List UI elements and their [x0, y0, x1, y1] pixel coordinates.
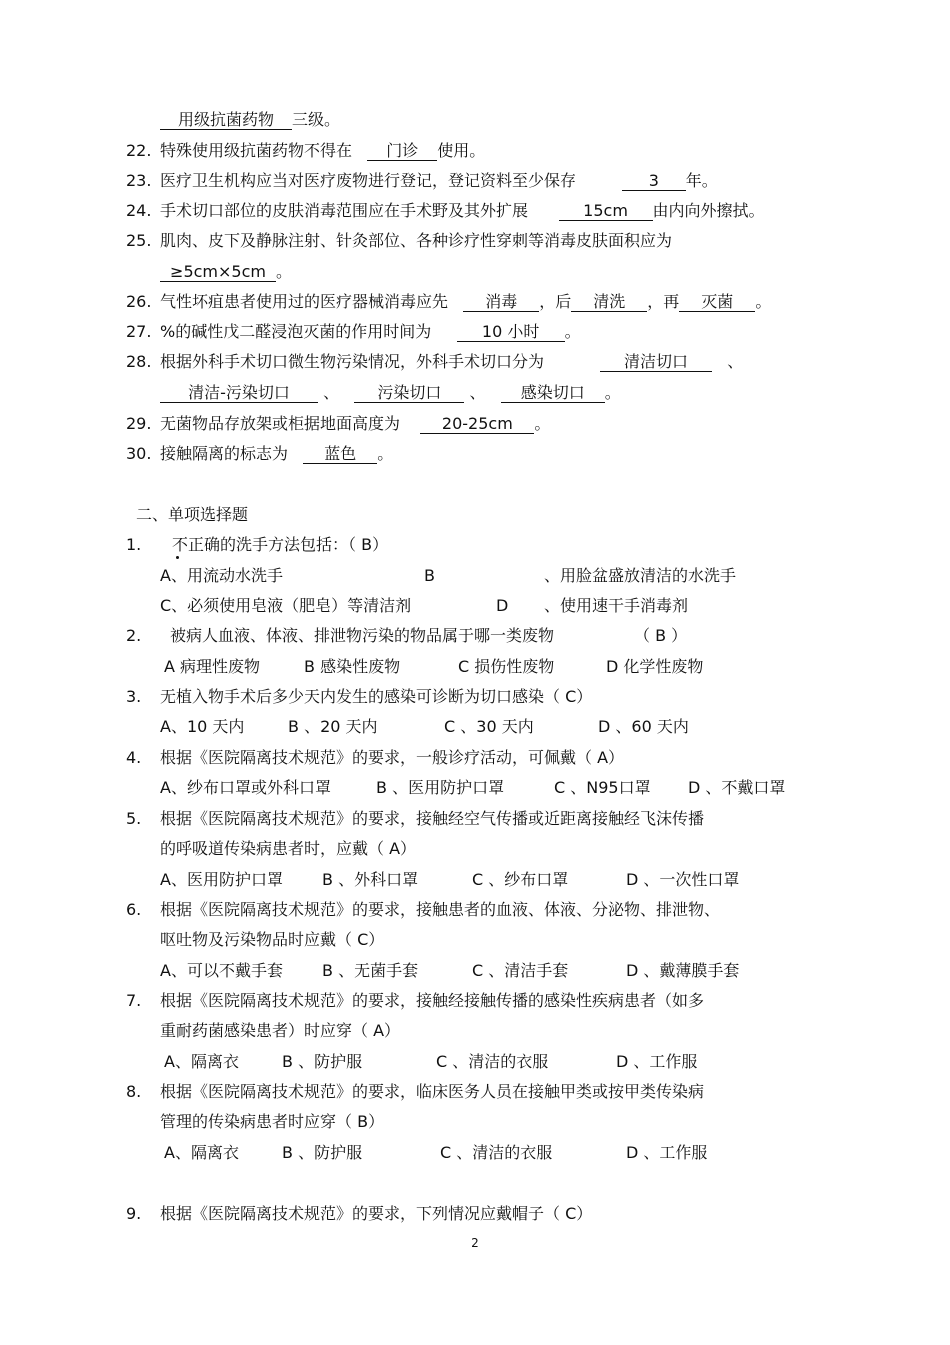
option-b: B 、无菌手套: [322, 961, 419, 980]
question-30: [126, 444, 394, 464]
option-d: D 化学性废物: [606, 657, 704, 676]
answer-blank: 20-25cm: [420, 415, 534, 434]
question-text: 无菌物品存放架或柜据地面高度为 20-25cm 。: [160, 414, 551, 433]
question-text: %的碱性戊二醛浸泡灭菌的作用时间为 10 小时 。: [160, 322, 581, 341]
question-number: 7.: [126, 991, 142, 1010]
mc-question-8: [126, 1082, 705, 1102]
answer-blank: 消毒: [463, 293, 539, 312]
question-number: 3.: [126, 687, 142, 706]
answer-blank: 蓝色: [303, 445, 377, 464]
question-25-continuation: ≥5cm×5cm 。: [160, 262, 292, 282]
option-d: D 、一次性口罩: [626, 870, 740, 889]
option-a: A 病理性废物: [164, 657, 261, 676]
answer-blank: 清洁切口: [600, 353, 712, 372]
option-a: A、医用防护口罩: [160, 870, 283, 889]
question-27: [126, 322, 581, 342]
option-a: A、10 天内: [160, 717, 245, 736]
question-25: [126, 231, 673, 251]
question-stem: 根据《医院隔离技术规范》的要求，接触经空气传播或近距离接触经飞沫传播: [160, 809, 705, 828]
question-text: 根据外科手术切口微生物污染情况，外科手术切口分为 清洁切口 、: [160, 352, 744, 371]
question-22: [126, 141, 486, 161]
option-d: 、使用速干手消毒剂: [544, 596, 689, 615]
option-c: C 、30 天内: [444, 717, 534, 736]
answer-blank: 10 小时: [457, 323, 565, 342]
option-c: C 、N95口罩: [554, 778, 651, 797]
page-number: 2: [471, 1236, 479, 1250]
option-b: B 、医用防护口罩: [376, 778, 505, 797]
option-a: A、用流动水洗手: [160, 566, 283, 585]
option-a: A、可以不戴手套: [160, 961, 283, 980]
question-number: 27.: [126, 322, 152, 341]
question-stem-continuation: 管理的传染病患者时应穿（ B）: [160, 1112, 385, 1131]
question-number: 8.: [126, 1082, 142, 1101]
option-a: A、隔离衣: [164, 1052, 239, 1071]
option-d: D 、工作服: [626, 1143, 708, 1162]
question-29: [126, 414, 551, 434]
question-text: 特殊使用级抗菌药物不得在 门诊 使用。: [160, 141, 486, 160]
line-text: 三级。: [292, 110, 341, 129]
mc-question-9: [126, 1204, 593, 1224]
question-stem: 无植入物手术后多少天内发生的感染可诊断为切口感染（ C）: [160, 687, 593, 706]
answer-blank: 15cm: [559, 202, 653, 221]
question-stem: 根据《医院隔离技术规范》的要求，临床医务人员在接触甲类或按甲类传染病: [160, 1082, 705, 1101]
option-c: C 损伤性废物: [458, 657, 555, 676]
mc-question-7: [126, 991, 705, 1011]
question-text: 气性坏疽患者使用过的医疗器械消毒应先 消毒 ，后 清洗 ，再 灭菌 。: [160, 292, 772, 311]
question-23: [126, 171, 718, 191]
answer-blank: 污染切口: [354, 384, 464, 403]
question-number: 2.: [126, 626, 142, 645]
question-number: 22.: [126, 141, 152, 160]
question-stem: 被病人血液、体液、排泄物污染的物品属于哪一类废物: [170, 626, 555, 645]
question-number: 25.: [126, 231, 152, 250]
option-d-letter: D: [496, 596, 509, 615]
question-text: 肌肉、皮下及静脉注射、针灸部位、各种诊疗性穿刺等消毒皮肤面积应为: [160, 231, 673, 250]
question-stem: 根据《医院隔离技术规范》的要求，接触经接触传播的感染性疾病患者（如多: [160, 991, 705, 1010]
option-b: B 、防护服: [282, 1143, 363, 1162]
answer-blank: 感染切口: [501, 384, 605, 403]
option-b: B 感染性废物: [304, 657, 401, 676]
mc-question-2: [126, 626, 688, 646]
question-stem: 根据《医院隔离技术规范》的要求，下列情况应戴帽子（ C）: [160, 1204, 593, 1223]
question-text: 医疗卫生机构应当对医疗废物进行登记，登记资料至少保存 3 年。: [160, 171, 718, 190]
mc-question-3: [126, 687, 593, 707]
question-number: 29.: [126, 414, 152, 433]
question-stem: 根据《医院隔离技术规范》的要求，接触患者的血液、体液、分泌物、排泄物、: [160, 900, 721, 919]
question-text: 接触隔离的标志为 蓝色 。: [160, 444, 394, 463]
option-b-letter: B: [424, 566, 435, 585]
question-stem-continuation: 的呼吸道传染病患者时，应戴（ A）: [160, 839, 417, 858]
option-c: C 、清洁手套: [472, 961, 569, 980]
option-c: C 、清洁的衣服: [436, 1052, 549, 1071]
option-b: B 、20 天内: [288, 717, 378, 736]
mc-question-1: [126, 535, 389, 555]
option-a: A、纱布口罩或外科口罩: [160, 778, 331, 797]
question-number: 26.: [126, 292, 152, 311]
answer-blank: 灭菌: [679, 293, 755, 312]
mc-question-4: [126, 748, 625, 768]
question-stem-continuation: 重耐药菌感染患者）时应穿（ A）: [160, 1021, 401, 1040]
question-number: 30.: [126, 444, 152, 463]
option-c: C、必须使用皂液（肥皂）等清洁剂: [160, 596, 412, 615]
option-b: B 、外科口罩: [322, 870, 419, 889]
question-text: 手术切口部位的皮肤消毒范围应在手术野及其外扩展 15cm 由内向外擦拭。: [160, 201, 765, 220]
question-24: [126, 201, 765, 221]
answer-blank: 用级抗菌药物: [160, 111, 292, 130]
option-c: C 、纱布口罩: [472, 870, 569, 889]
bullet-dot: [176, 556, 179, 559]
option-b: B 、防护服: [282, 1052, 363, 1071]
option-d: D 、60 天内: [598, 717, 689, 736]
section-title: 二、单项选择题: [136, 505, 249, 524]
question-stem: 不正确的洗手方法包括：（ B）: [172, 535, 389, 554]
fill-line-continuation: [160, 110, 340, 130]
question-number: 5.: [126, 809, 142, 828]
question-number: 1.: [126, 535, 142, 554]
mc-question-5: [126, 809, 705, 829]
answer-blank: 清洗: [571, 293, 647, 312]
answer-blank: 门诊: [367, 142, 437, 161]
option-d: D 、工作服: [616, 1052, 698, 1071]
option-b: 、用脸盆盛放清洁的水洗手: [544, 566, 737, 585]
question-26: [126, 292, 772, 312]
question-number: 24.: [126, 201, 152, 220]
question-number: 23.: [126, 171, 152, 190]
answer-blank: 3: [622, 172, 686, 191]
question-stem: 根据《医院隔离技术规范》的要求，一般诊疗活动，可佩戴（ A）: [160, 748, 625, 767]
question-stem-continuation: 呕吐物及污染物品时应戴（ C）: [160, 930, 385, 949]
question-28-continuation: 清洁-污染切口 、 污染切口 、 感染切口 。: [160, 383, 621, 403]
option-d: D 、戴薄膜手套: [626, 961, 740, 980]
question-number: 6.: [126, 900, 142, 919]
question-number: 9.: [126, 1204, 142, 1223]
question-number: 28.: [126, 352, 152, 371]
question-28: [126, 352, 744, 372]
option-a: A、隔离衣: [164, 1143, 239, 1162]
answer: （ B ）: [634, 626, 688, 645]
mc-question-6: [126, 900, 721, 920]
option-d: D 、不戴口罩: [688, 778, 786, 797]
answer-blank: 清洁-污染切口: [160, 384, 318, 403]
option-c: C 、清洁的衣服: [440, 1143, 553, 1162]
question-number: 4.: [126, 748, 142, 767]
answer-blank: ≥5cm×5cm: [160, 263, 276, 282]
